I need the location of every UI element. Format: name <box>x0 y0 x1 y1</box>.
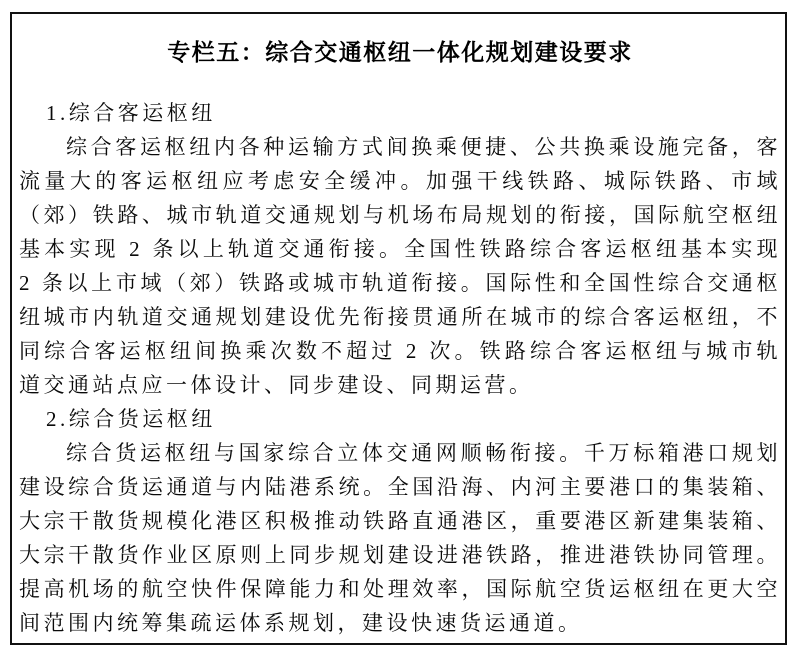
box-body <box>19 96 781 640</box>
section-2-paragraph: 综合货运枢纽与国家综合立体交通网顺畅衔接。千万标箱港口规划建设综合货运通道与内陆港系统。全国沿海、内河主要港口的集装箱、大宗干散货规模化港区积极推动铁路直通港区，重要港区新建集装箱、大宗干散货作业区原则上同步规划建设进港铁路，推进港铁协同管理。提高机场的航空快件保障能力和处理效率，国际航空货运枢纽在更大空间范围内统筹集疏运体系规划，建设快速货运通道。 <box>19 441 781 635</box>
callout-box <box>10 12 787 645</box>
section-1-heading: 1.综合客运枢纽 <box>46 101 216 125</box>
section-1-paragraph: 综合客运枢纽内各种运输方式间换乘便捷、公共换乘设施完备，客流量大的客运枢纽应考虑安全缓冲。加强干线铁路、城际铁路、市域（郊）铁路、城市轨道交通规划与机场布局规划的衔接，国际航空枢纽基本实现 2 条以上轨道交通衔接。全国性铁路综合客运枢纽基本实现 2 条以上市域（郊）铁路或城市轨道衔接。国际性和全国性综合交通枢纽城市内轨道交通规划建设优先衔接贯通所在城市的综合客运枢纽，不同综合客运枢纽间换乘次数不超过 2 次。铁路综合客运枢纽与城市轨道交通站点应一体设计、同步建设、同期运营。 <box>19 135 781 397</box>
section-2-heading: 2.综合货运枢纽 <box>46 407 216 431</box>
box-title: 专栏五：综合交通枢纽一体化规划建设要求 <box>167 39 633 65</box>
